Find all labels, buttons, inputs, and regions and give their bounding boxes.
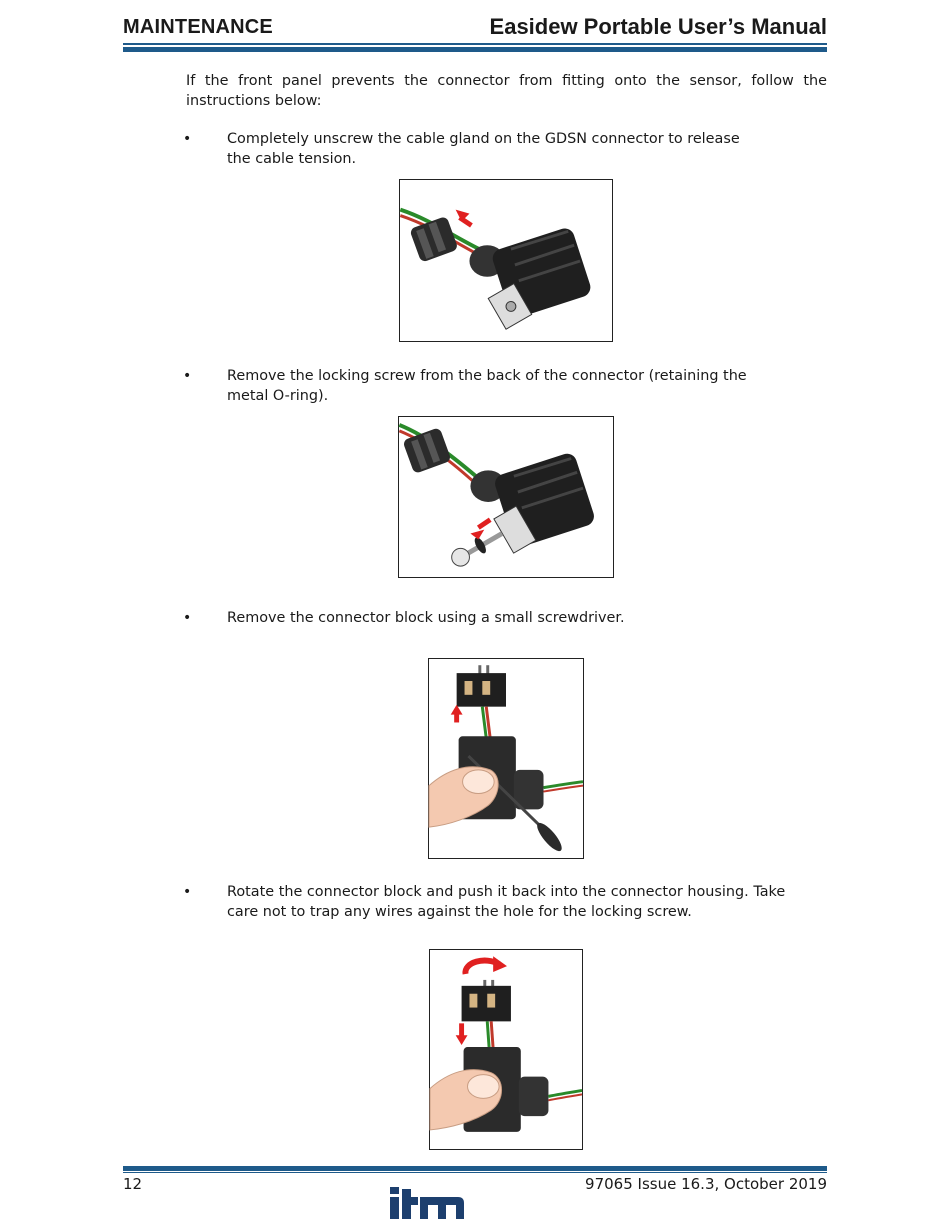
- figure-remove-screw: [398, 416, 614, 578]
- connector-block-illustration: [429, 659, 583, 858]
- bullet-3: •: [183, 610, 192, 626]
- figure-remove-block: [428, 658, 584, 859]
- footer-rule-thin: [123, 1172, 827, 1173]
- document-reference: 97065 Issue 16.3, October 2019: [585, 1175, 827, 1193]
- header-rule-thick: [123, 47, 827, 52]
- step-3-text: Remove the connector block using a small screwdriver.: [227, 610, 625, 626]
- rotate-block-illustration: [430, 950, 582, 1149]
- connector-gland-illustration: [400, 180, 612, 341]
- footer-rule-thick: [123, 1166, 827, 1171]
- step-4-text: Rotate the connector block and push it back into the connector housing. Take care not to trap any wires against the hole for the locking screw.: [227, 884, 786, 920]
- figure-unscrew-gland: [399, 179, 613, 342]
- itm-logo: [390, 1187, 464, 1221]
- intro-paragraph: If the front panel prevents the connector from fitting onto the sensor, follow the instructions below:: [186, 73, 827, 109]
- step-2-text: Remove the locking screw from the back of the connector (retaining the metal O-ring).: [227, 368, 747, 404]
- step-1-text: Completely unscrew the cable gland on the GDSN connector to release the cable tension.: [227, 131, 740, 167]
- figure-rotate-block: [429, 949, 583, 1150]
- bullet-4: •: [183, 884, 192, 900]
- bullet-2: •: [183, 368, 192, 384]
- bullet-1: •: [183, 131, 192, 147]
- section-title: MAINTENANCE: [123, 16, 273, 38]
- header-rule-thin: [123, 43, 827, 45]
- manual-title: Easidew Portable User’s Manual: [489, 14, 827, 39]
- page-number: 12: [123, 1175, 143, 1193]
- locking-screw-illustration: [399, 417, 613, 577]
